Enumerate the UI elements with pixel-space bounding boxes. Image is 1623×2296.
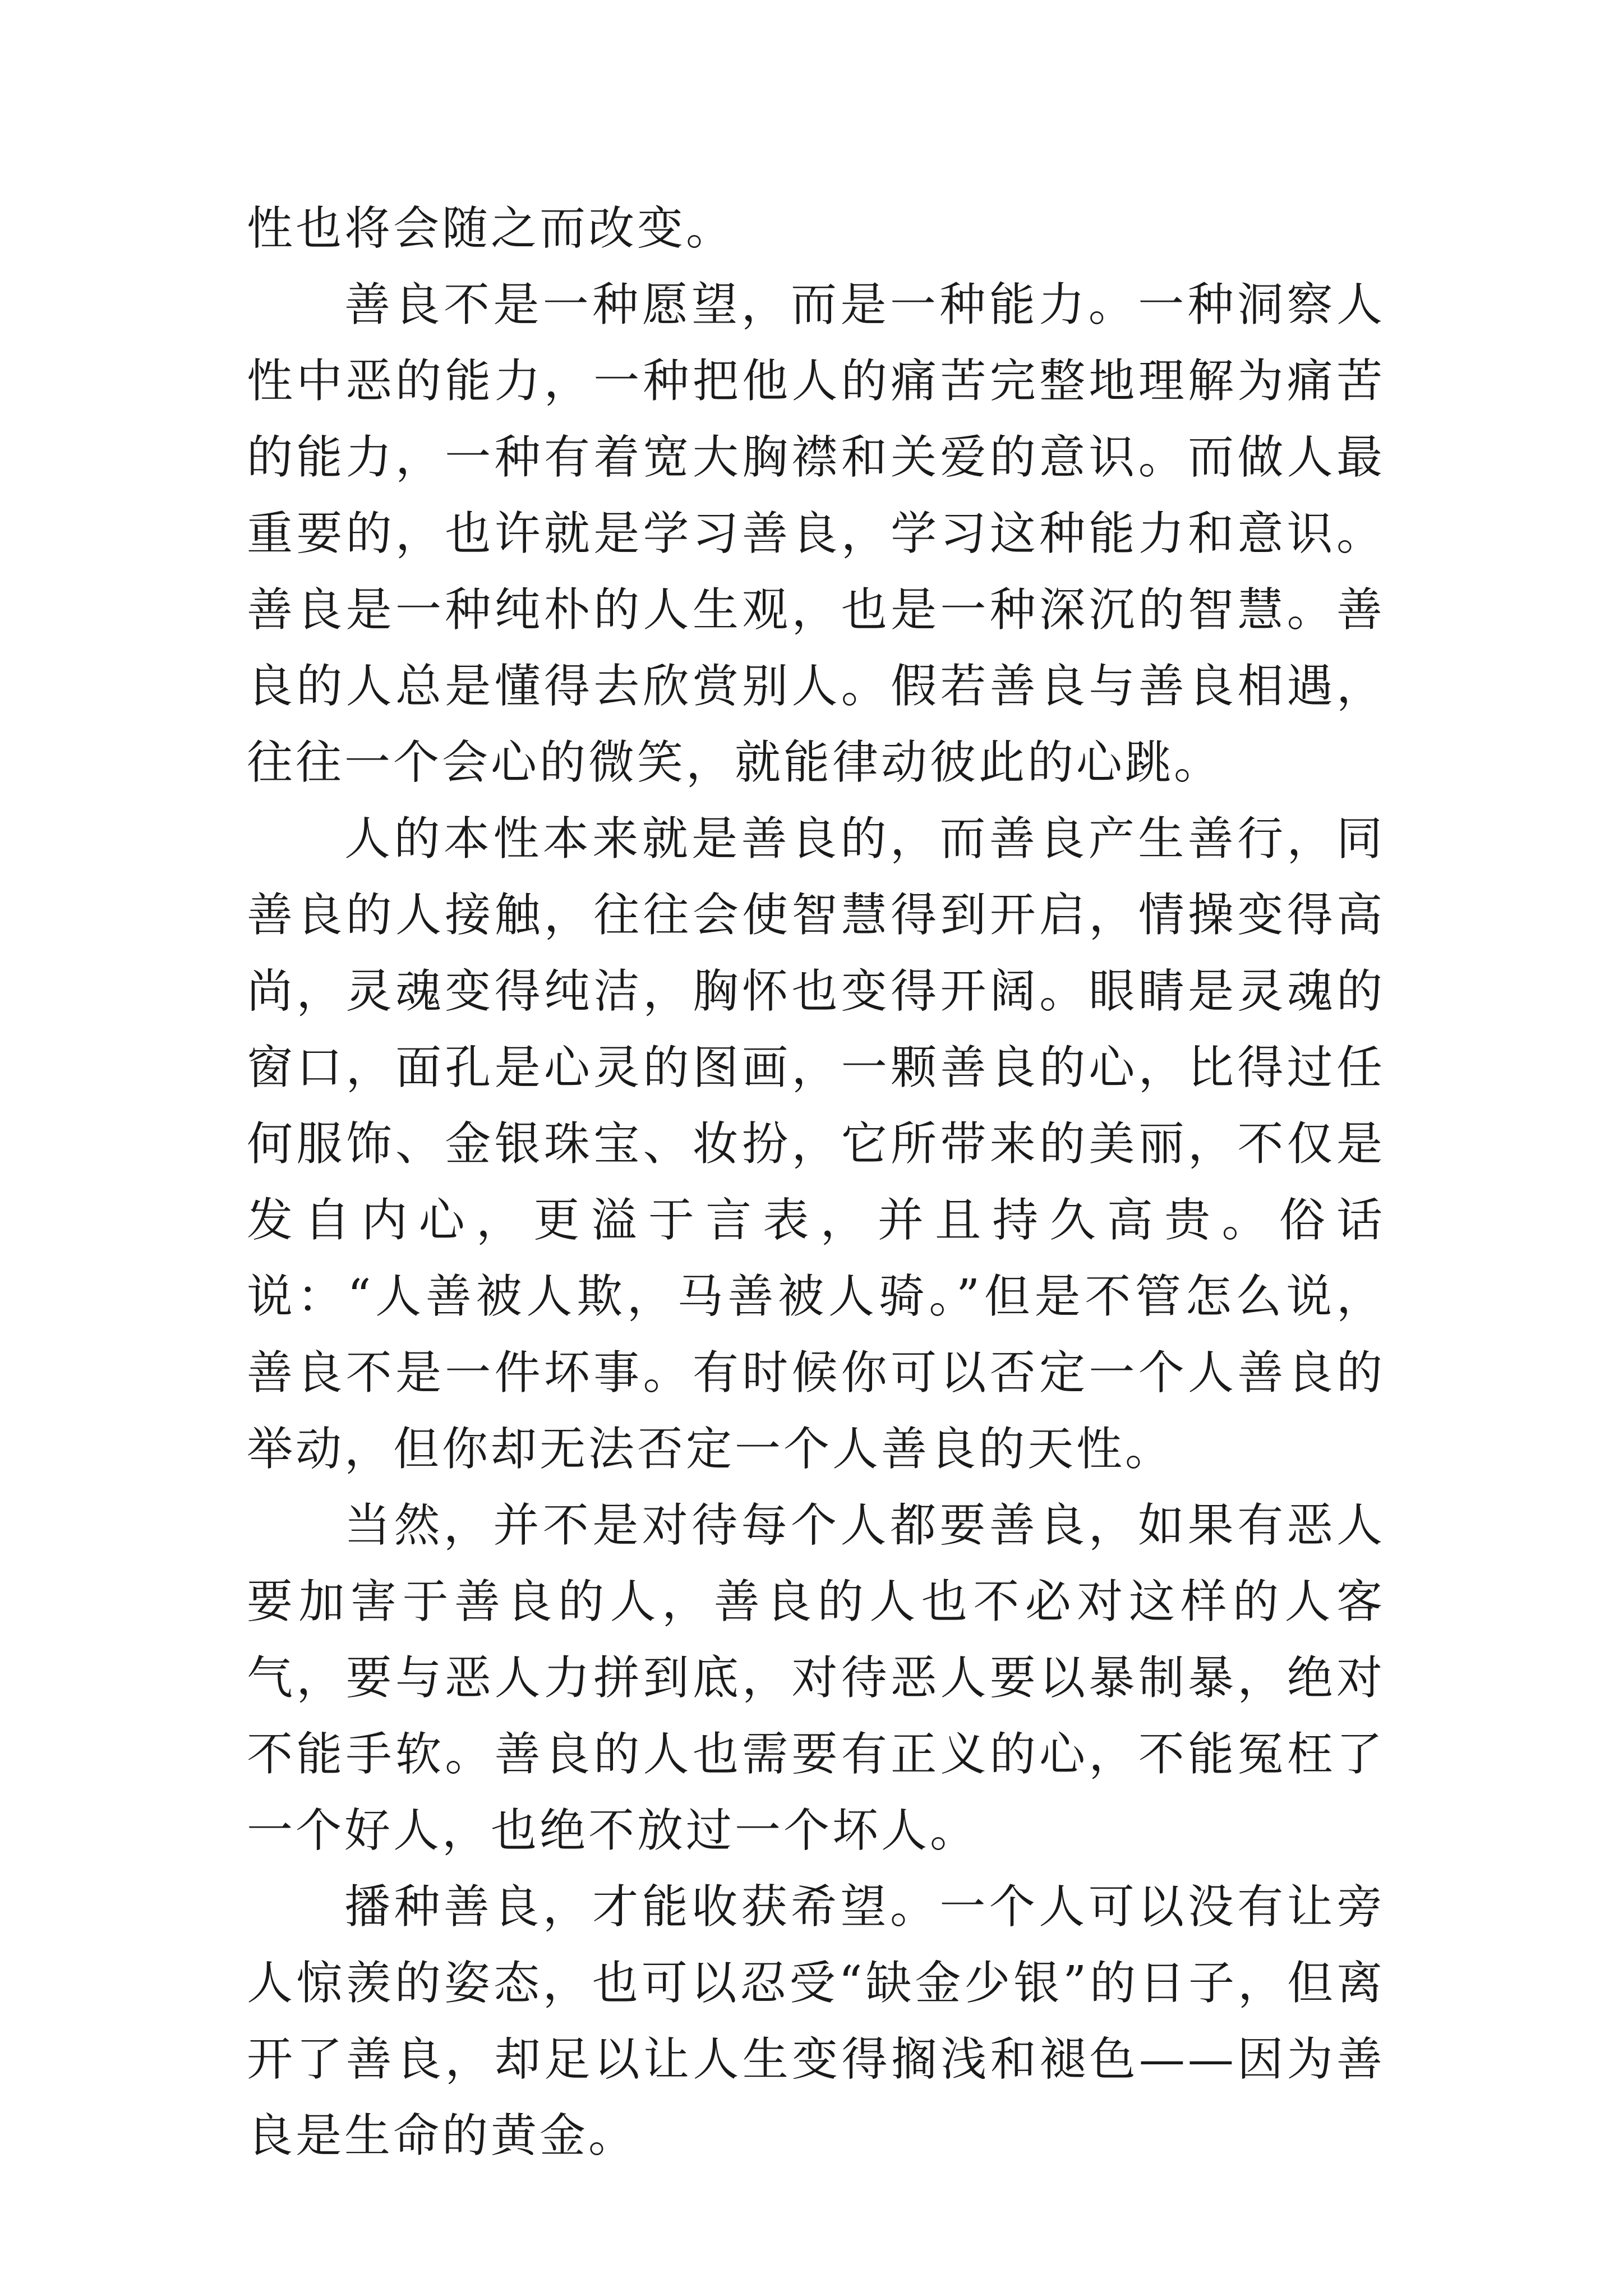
paragraph: 播种善良，才能收获希望。一个人可以没有让旁人惊羡的姿态，也可以忍受“缺金少银”的日子，但离开了善良，却足以让人生变得搁浅和褪色——因为善良是生命的黄金。 [247, 1880, 1385, 2162]
paragraph: 性也将会随之而改变。 [247, 202, 735, 255]
paragraph: 当然，并不是对待每个人都要善良，如果有恶人要加害于善良的人，善良的人也不必对这样的人客气，要与恶人力拼到底，对待恶人要以暴制暴，绝对不能手软。善良的人也需要有正义的心，不能冤枉了一个好人，也绝不放过一个坏人。 [247, 1499, 1385, 1857]
document-body [247, 191, 1385, 2174]
paragraph: 人的本性本来就是善良的，而善良产生善行，同善良的人接触，往往会使智慧得到开启，情操变得高尚，灵魂变得纯洁，胸怀也变得开阔。眼睛是灵魂的窗口，面孔是心灵的图画，一颗善良的心，比得过任何服饰、金银珠宝、妆扮，它所带来的美丽，不仅是发自内心，更溢于言表，并且持久高贵。俗话说：“人善被人欺，马善被人骑。”但是不管怎么说，善良不是一件坏事。有时候你可以否定一个人善良的举动，但你却无法否定一个人善良的天性。 [247, 812, 1385, 1476]
paragraph: 善良不是一种愿望，而是一种能力。一种洞察人性中恶的能力，一种把他人的痛苦完整地理解为痛苦的能力，一种有着宽大胸襟和关爱的意识。而做人最重要的，也许就是学习善良，学习这种能力和意识。善良是一种纯朴的人生观，也是一种深沉的智慧。善良的人总是懂得去欣赏别人。假若善良与善良相遇，往往一个会心的微笑，就能律动彼此的心跳。 [247, 278, 1385, 789]
